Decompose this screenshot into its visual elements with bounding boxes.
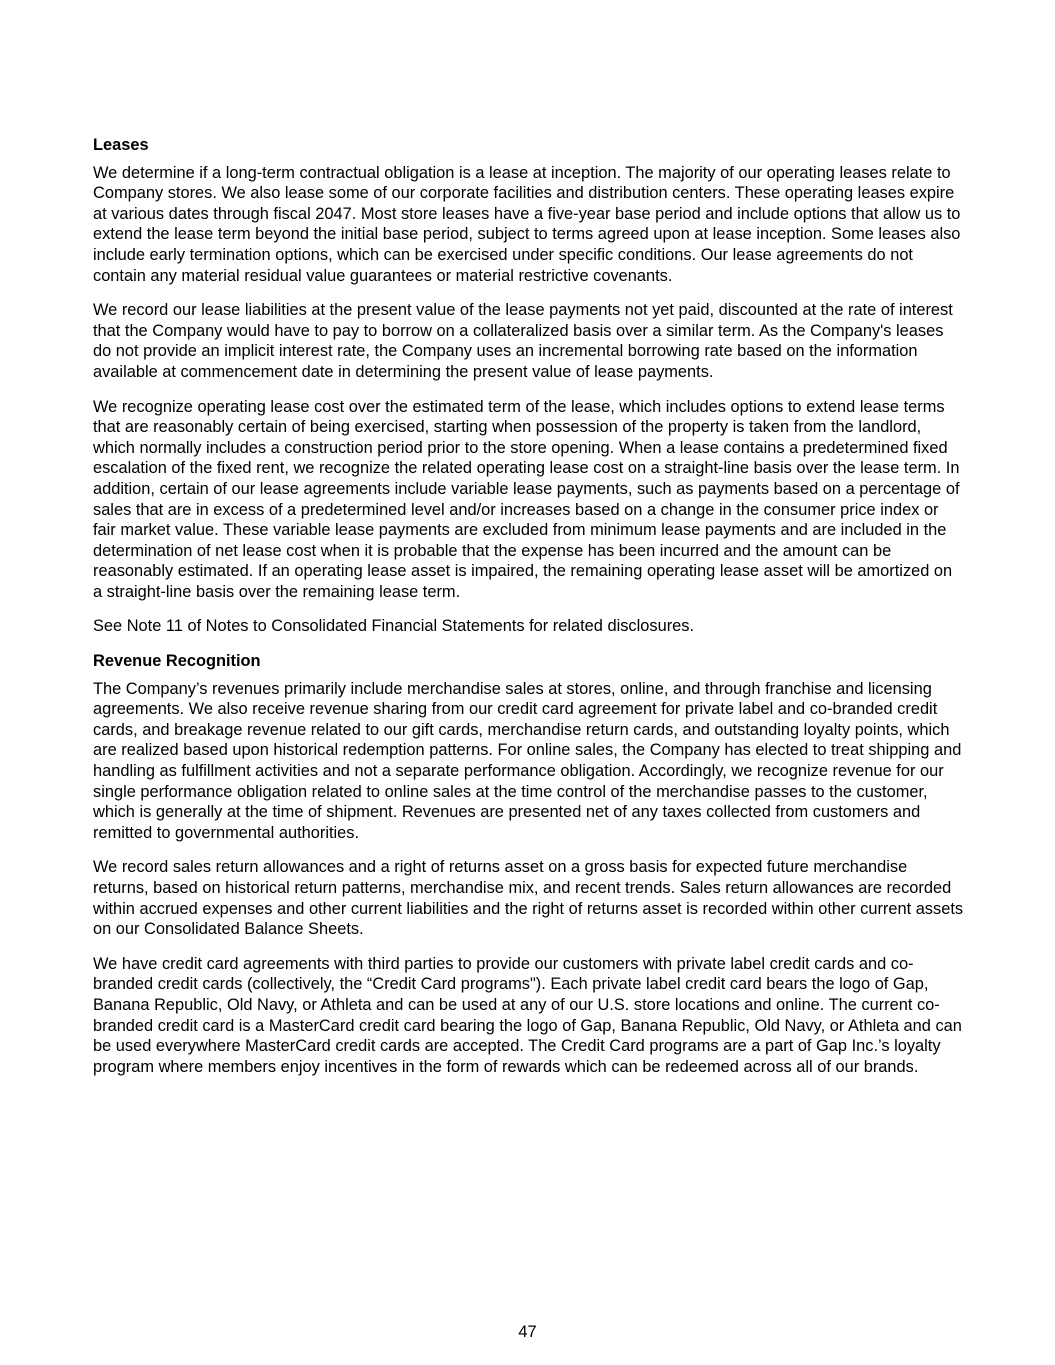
page-content — [93, 135, 965, 1091]
section-heading-leases: Leases — [93, 136, 149, 154]
leases-paragraph-1: We determine if a long-term contractual obligation is a lease at inception. The majority of our operating leases relate to Company stores. We also lease some of our corporate facilities and distribution centers. These operating leases expire at various dates through fiscal 2047. Most store leases have a five-year base period and include options that allow us to extend the lease term beyond the initial base period, subject to terms agreed upon at lease inception. Some leases also include early termination options, which can be exercised under specific conditions. Our lease agreements do not contain any material residual value guarantees or material restrictive covenants. — [93, 163, 961, 285]
revenue-paragraph-2: We record sales return allowances and a right of returns asset on a gross basis for expected future merchandise returns, based on historical return patterns, merchandise mix, and recent trends. Sales return allowances are recorded within accrued expenses and other current liabilities and the right of returns asset is recorded within other current assets on our Consolidated Balance Sheets. — [93, 858, 964, 939]
leases-paragraph-4: See Note 11 of Notes to Consolidated Financial Statements for related disclosures. — [93, 617, 695, 636]
section-heading-revenue-recognition: Revenue Recognition — [93, 652, 261, 671]
page-number: 47 — [518, 1323, 537, 1341]
section-revenue-recognition — [93, 651, 965, 1077]
leases-paragraph-2: We record our lease liabilities at the present value of the lease payments not yet paid, discounted at the rate of interest that the Company would have to pay to borrow on a collateralized basis over a similar term. As the Company's leases do not provide an implicit interest rate, the Company uses an incremental borrowing rate based on the information available at commencement date in determining the present value of lease payments. — [93, 301, 953, 381]
revenue-paragraph-1: The Company’s revenues primarily include merchandise sales at stores, online, and through franchise and licensing agreements. We also receive revenue sharing from our credit card agreement for private label and co-branded credit cards, and breakage revenue related to our gift cards, merchandise return cards, and outstanding loyalty points, which are realized based upon historical redemption patterns. For online sales, the Company has elected to treat shipping and handling as fulfillment activities and not a separate performance obligation. Accordingly, we recognize revenue for our single performance obligation related to online sales at the time control of the merchandise passes to the customer, which is generally at the time of shipment. Revenues are presented net of any taxes collected from customers and remitted to governmental authorities. — [93, 679, 962, 842]
revenue-paragraph-3: We have credit card agreements with third parties to provide our customers with private label credit cards and co-branded credit cards (collectively, the “Credit Card programs"). Each private label credit card bears the logo of Gap, Banana Republic, Old Navy, or Athleta and can be used at any of our U.S. store locations and online. The current co-branded credit card is a MasterCard credit card bearing the logo of Gap, Banana Republic, Old Navy, or Athleta and can be used everywhere MasterCard credit cards are accepted. The Credit Card programs are a part of Gap Inc.’s loyalty program where members enjoy incentives in the form of rewards which can be redeemed across all of our brands. — [93, 954, 962, 1076]
leases-paragraph-3: We recognize operating lease cost over the estimated term of the lease, which includes options to extend lease terms that are reasonably certain of being exercised, starting when possession of the property is taken from the landlord, which normally includes a construction period prior to the store opening. When a lease contains a predetermined fixed escalation of the fixed rent, we recognize the related operating lease cost on a straight-line basis over the lease term. In addition, certain of our lease agreements include variable lease payments, such as payments based on a percentage of sales that are in excess of a predetermined level and/or increases based on a change in the consumer price index or fair market value. These variable lease payments are excluded from minimum lease payments and are included in the determination of net lease cost when it is probable that the expense has been incurred and the amount can be reasonably estimated. If an operating lease asset is impaired, the remaining operating lease asset will be amortized on a straight-line basis over the remaining lease term. — [93, 397, 960, 601]
section-leases — [93, 135, 965, 637]
